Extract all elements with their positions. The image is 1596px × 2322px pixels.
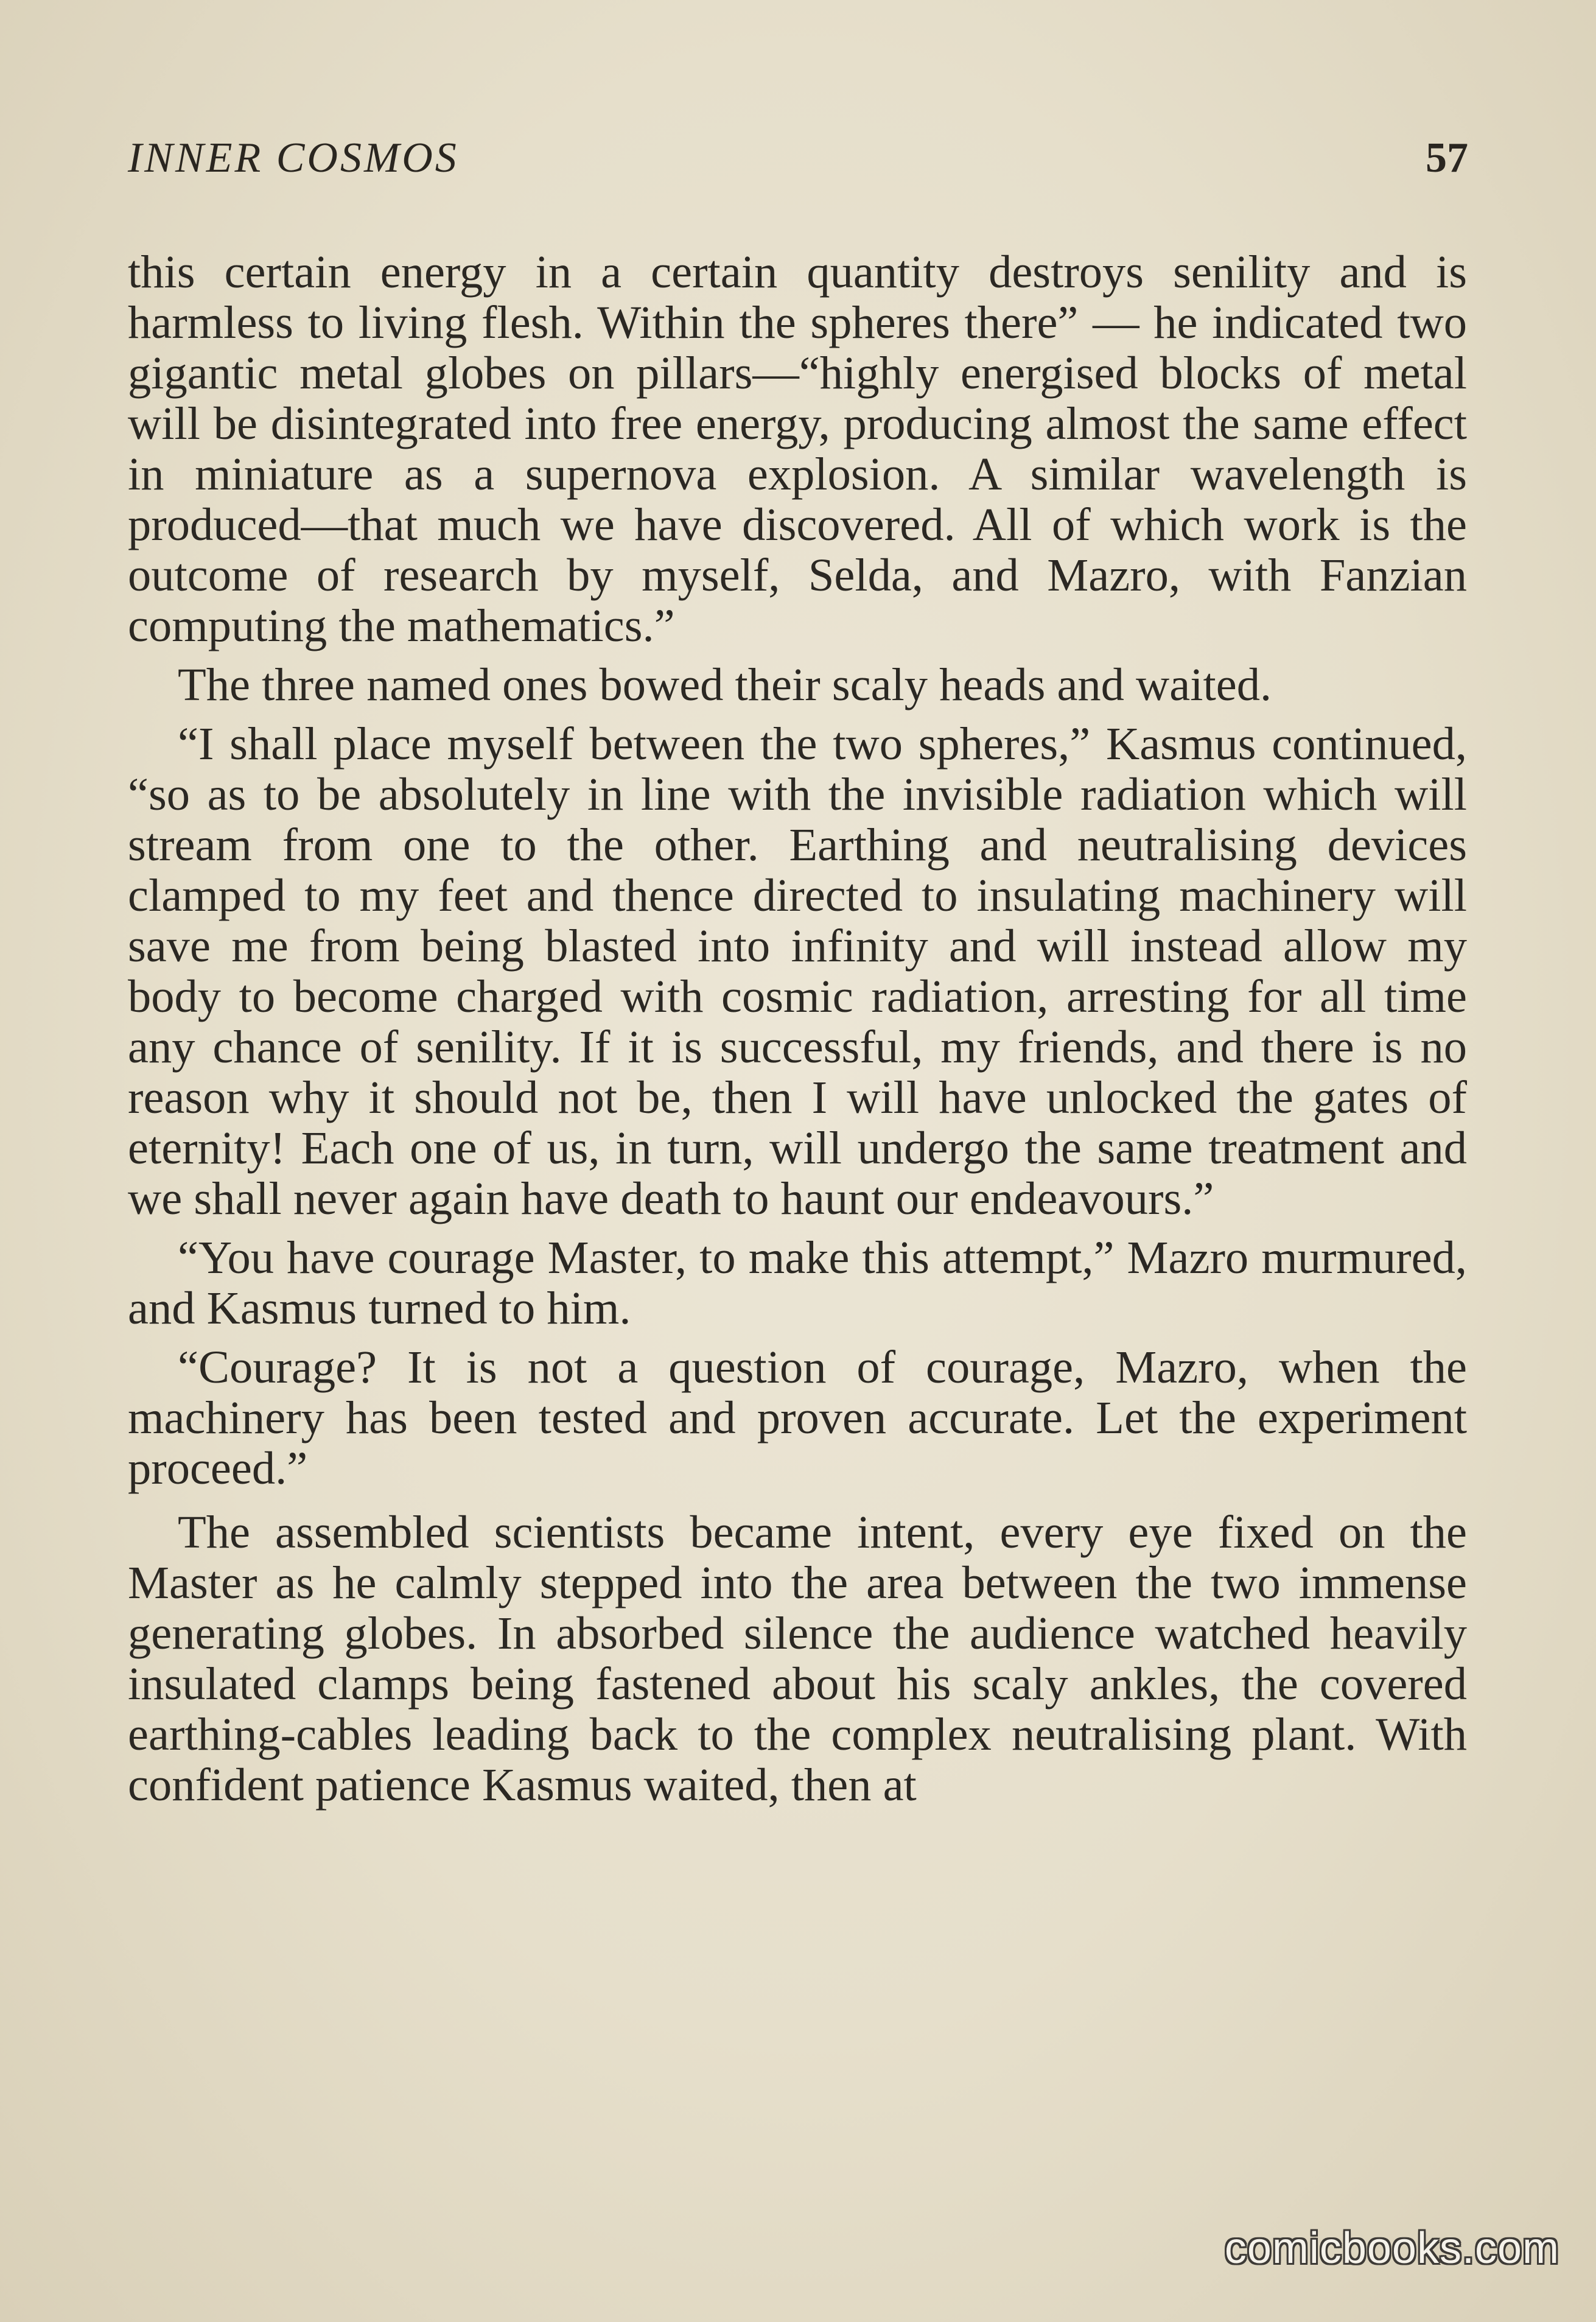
paragraph: “You have courage Master, to make this attempt,” Mazro murmured, and Kasmus turned to him. xyxy=(128,1232,1467,1334)
page-number: 57 xyxy=(1426,135,1468,181)
paragraph: “I shall place myself between the two spheres,” Kasmus continued, “so as to be absolutely in line with the invisible radiation which will stream from one to the other. Earthing and neutralising devices clamped to my feet and thence directed to insulating machinery will save me from being blasted into infinity and will instead allow my body to become charged with cosmic radiation, arresting for all time any chance of senility. If it is successful, my friends, and there is no reason why it should not be, then I will have unlocked the gates of eternity! Each one of us, in turn, will undergo the same treatment and we shall never again have death to haunt our endeavours.” xyxy=(128,718,1467,1224)
watermark: comicbooks.com xyxy=(1224,2224,1559,2273)
paragraph: “Courage? It is not a question of courage, Mazro, when the machinery has been tested and proven accurate. Let the experiment proceed.” xyxy=(128,1341,1467,1494)
paragraph: this certain energy in a certain quantity destroys senility and is harmless to living flesh. Within the spheres there” — he indicated two gigantic metal globes on pillars—“highly energised blocks of metal will be disintegrated into free energy, producing almost the same effect in miniature as a supernova explosion. A similar wavelength is produced—that much we have discovered. All of which work is the outcome of research by myself, Selda, and Mazro, with Fanzian computing the mathematics.” xyxy=(128,246,1467,651)
running-title: INNER COSMOS xyxy=(128,135,459,181)
page-header xyxy=(128,134,1468,195)
body-text xyxy=(128,247,1467,1819)
paragraph: The assembled scientists became intent, every eye fixed on the Master as he calmly stepped into the area between the two immense generating globes. In absorbed silence the audience watched heavily insulated clamps being fastened about his scaly ankles, the covered earthing-cables leading back to the complex neutralising plant. With confident patience Kasmus waited, then at xyxy=(128,1506,1467,1811)
paragraph: The three named ones bowed their scaly heads and waited. xyxy=(178,659,1272,710)
